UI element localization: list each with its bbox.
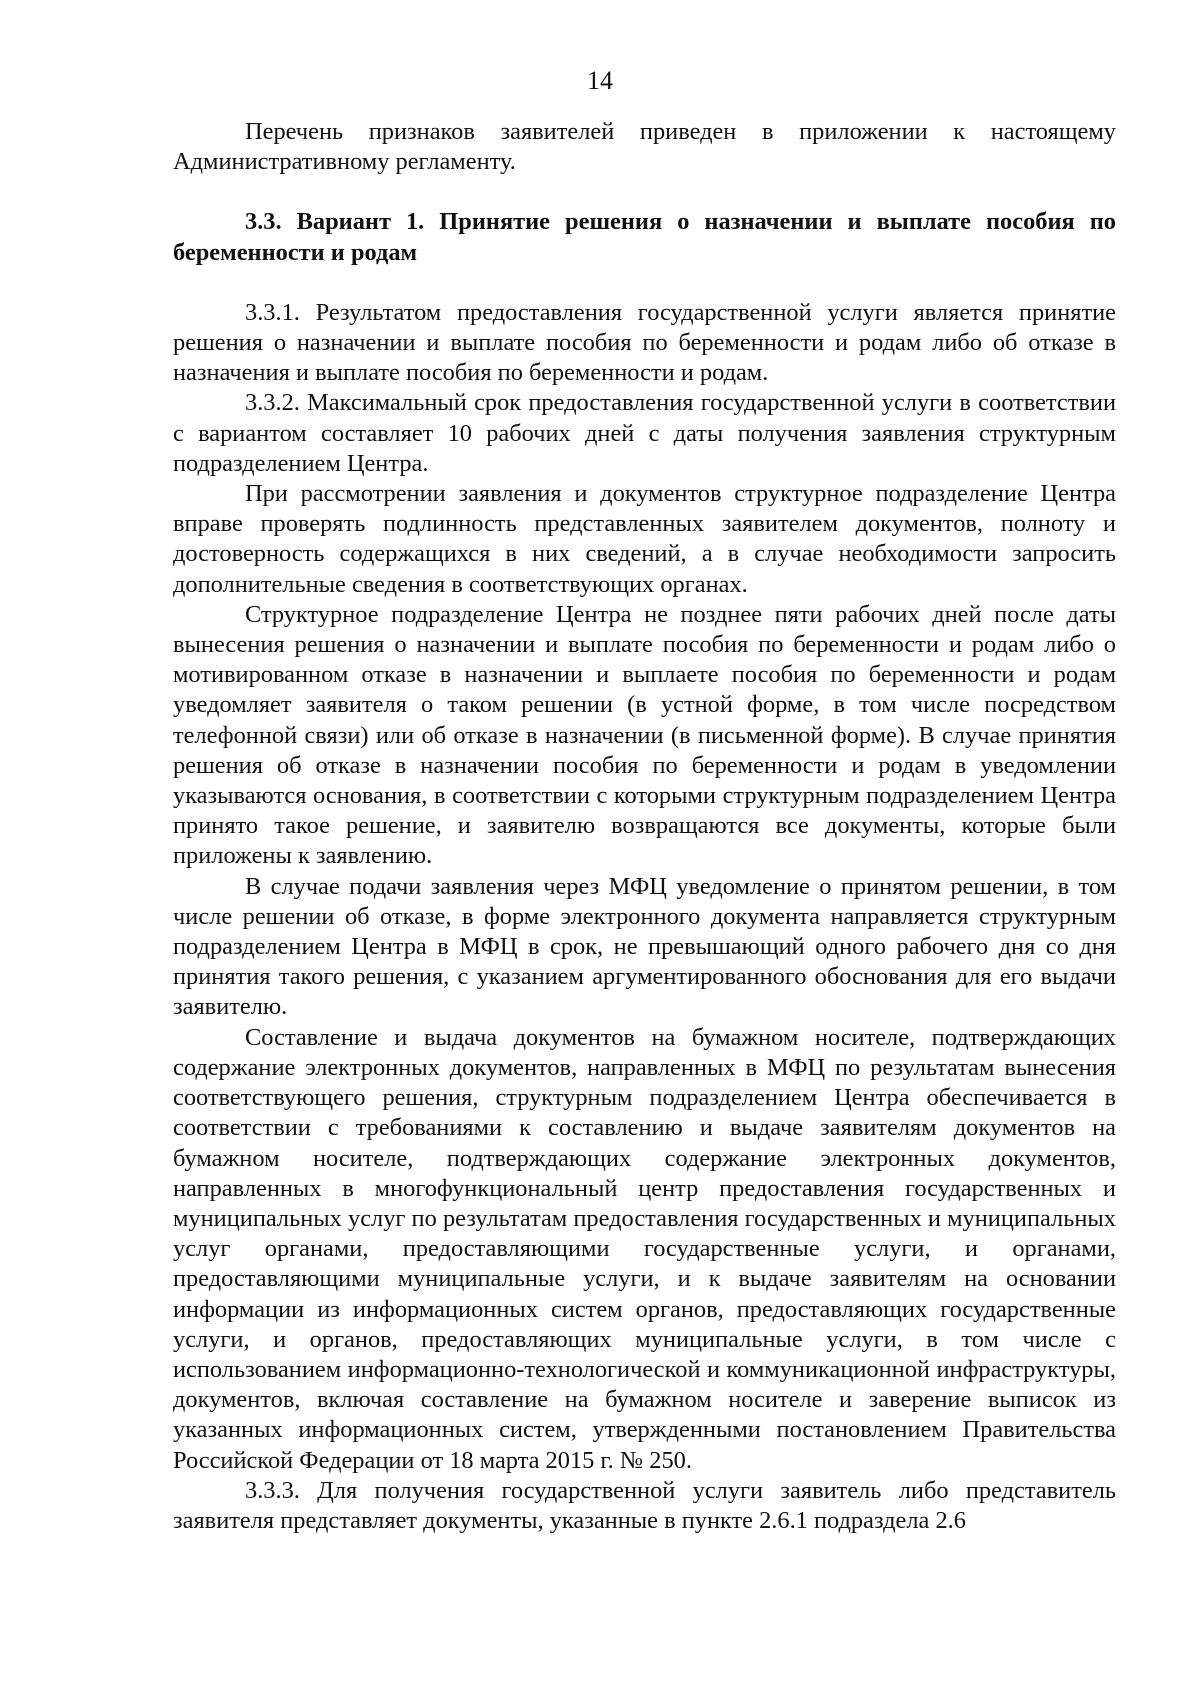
paragraph-mfc: В случае подачи заявления через МФЦ уведомление о принятом решении, в том числе решении об отказе, в форме электронного документа направляется структурным подразделением Центра в МФЦ в срок, не превышающий одного рабочего дня со дня принятия такого решения, с указанием аргументированного обоснования для его выдачи заявителю. — [173, 872, 1116, 1021]
paragraph-3-3-3: 3.3.3. Для получения государственной услуги заявитель либо представитель заявителя представляет документы, указанные в пункте 2.6.1 подраздела 2.6 — [173, 1476, 1116, 1534]
section-heading: 3.3. Вариант 1. Принятие решения о назначении и выплате пособия по беременности и родам — [173, 208, 1116, 266]
paragraph-3-3-2: 3.3.2. Максимальный срок предоставления государственной услуги в соответствии с вариантом составляет 10 рабочих дней с даты получения заявления структурным подразделением Центра. — [173, 389, 1116, 477]
intro-paragraph: Перечень признаков заявителей приведен в приложении к настоящему Административному регламенту. — [173, 118, 1116, 176]
paragraph-review: При рассмотрении заявления и документов структурное подразделение Центра вправе проверять подлинность представленных заявителем документов, полноту и достоверность содержащихся в них сведений, а в случае необходимости запросить дополнительные сведения в соответствующих органах. — [173, 480, 1116, 598]
paragraph-paper-documents: Составление и выдача документов на бумажном носителе, подтверждающих содержание электронных документов, направленных в МФЦ по результатам вынесения соответствующего решения, структурным подразделением Центра обеспечивается в соответствии с требованиями к составлению и выдаче заявителям документов на бумажном носителе, подтверждающих содержание электронных документов, направленных в многофункциональный центр предоставления государственных и муниципальных услуг по результатам предоставления государственных и муниципальных услуг органами, предоставляющими государственные услуги, и органами, предоставляющими муниципальные услуги, и к выдаче заявителям на основании информации из информационных систем органов, предоставляющих государственные услуги, и органов, предоставляющих муниципальные услуги, в том числе с использованием информационно-технологической и коммуникационной инфраструктуры, документов, включая составление на бумажном носителе и заверение выписок из указанных информационных систем, утвержденными постановлением Правительства Российской Федерации от 18 марта 2015 г. № 250. — [173, 1023, 1116, 1474]
page-number: 14 — [587, 66, 613, 95]
paragraph-3-3-1: 3.3.1. Результатом предоставления государственной услуги является принятие решения о назначении и выплате пособия по беременности и родам либо об отказе в назначения и выплате пособия по беременности и родам. — [173, 298, 1116, 387]
paragraph-notification: Структурное подразделение Центра не позднее пяти рабочих дней после даты вынесения решения о назначении и выплате пособия по беременности и родам либо о мотивированном отказе в назначении и выплаете пособия по беременности и родам уведомляет заявителя о таком решении (в устной форме, в том числе посредством телефонной связи) или об отказе в назначении (в письменной форме). В случае принятия решения об отказе в назначении пособия по беременности и родам в уведомлении указываются основания, в соответствии с которыми структурным подразделением Центра принято такое решение, и заявителю возвращаются все документы, которые были приложены к заявлению. — [173, 600, 1116, 870]
document-body — [173, 117, 1116, 1536]
